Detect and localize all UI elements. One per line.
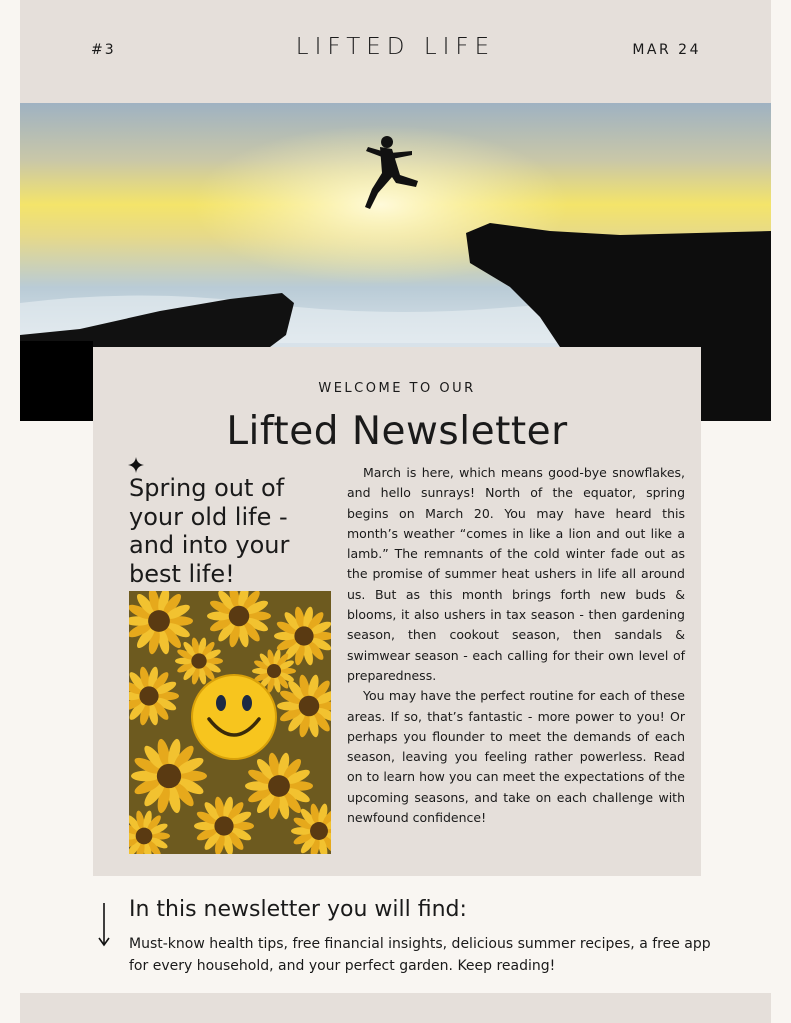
smiley-icon: [192, 675, 276, 759]
sunflower-smiley-image: [129, 591, 331, 854]
feature-tagline: Spring out of your old life - and into your best life!: [129, 474, 290, 588]
brand-title: LIFTED LIFE: [295, 34, 496, 60]
feature-paragraph: March is here, which means good-bye snowflakes, and hello sunrays! North of the equator, spring begins on March 20. You may have heard this month’s weather “comes in like a lion and out like a lamb.” The remnants of the cold winter fade out as the promise of summer heat ushers in life all around us. But as this month brings forth new buds & blooms, it also ushers in tax season - then gardening season, then cookout season, then sandals & swimwear season - each calling for their own level of preparedness.: [347, 465, 685, 683]
welcome-card: [93, 347, 701, 876]
welcome-eyebrow: WELCOME TO OUR: [318, 381, 476, 396]
contents-heading: In this newsletter you will find:: [129, 897, 467, 922]
masthead: [20, 0, 771, 103]
contents-summary: Must-know health tips, free financial insights, delicious summer recipes, a free app for every household, and your perfect garden. Keep reading!: [129, 936, 711, 974]
footer-bar: [20, 993, 771, 1023]
arrow-down-icon: [97, 903, 111, 947]
newsletter-title: Lifted Newsletter: [226, 409, 568, 454]
issue-date: MAR 24: [632, 42, 701, 58]
issue-number: #3: [91, 42, 116, 58]
sparkle-icon: [128, 457, 144, 473]
feature-body: [347, 463, 685, 828]
feature-paragraph: You may have the perfect routine for each of these areas. If so, that’s fantastic - more power to you! Or perhaps you flounder to meet the demands of each season, leaving you feeling rather powerless. Read on to learn how you can meet the expectations of the upcoming seasons, and take on each challenge with newfound confidence!: [347, 688, 685, 826]
